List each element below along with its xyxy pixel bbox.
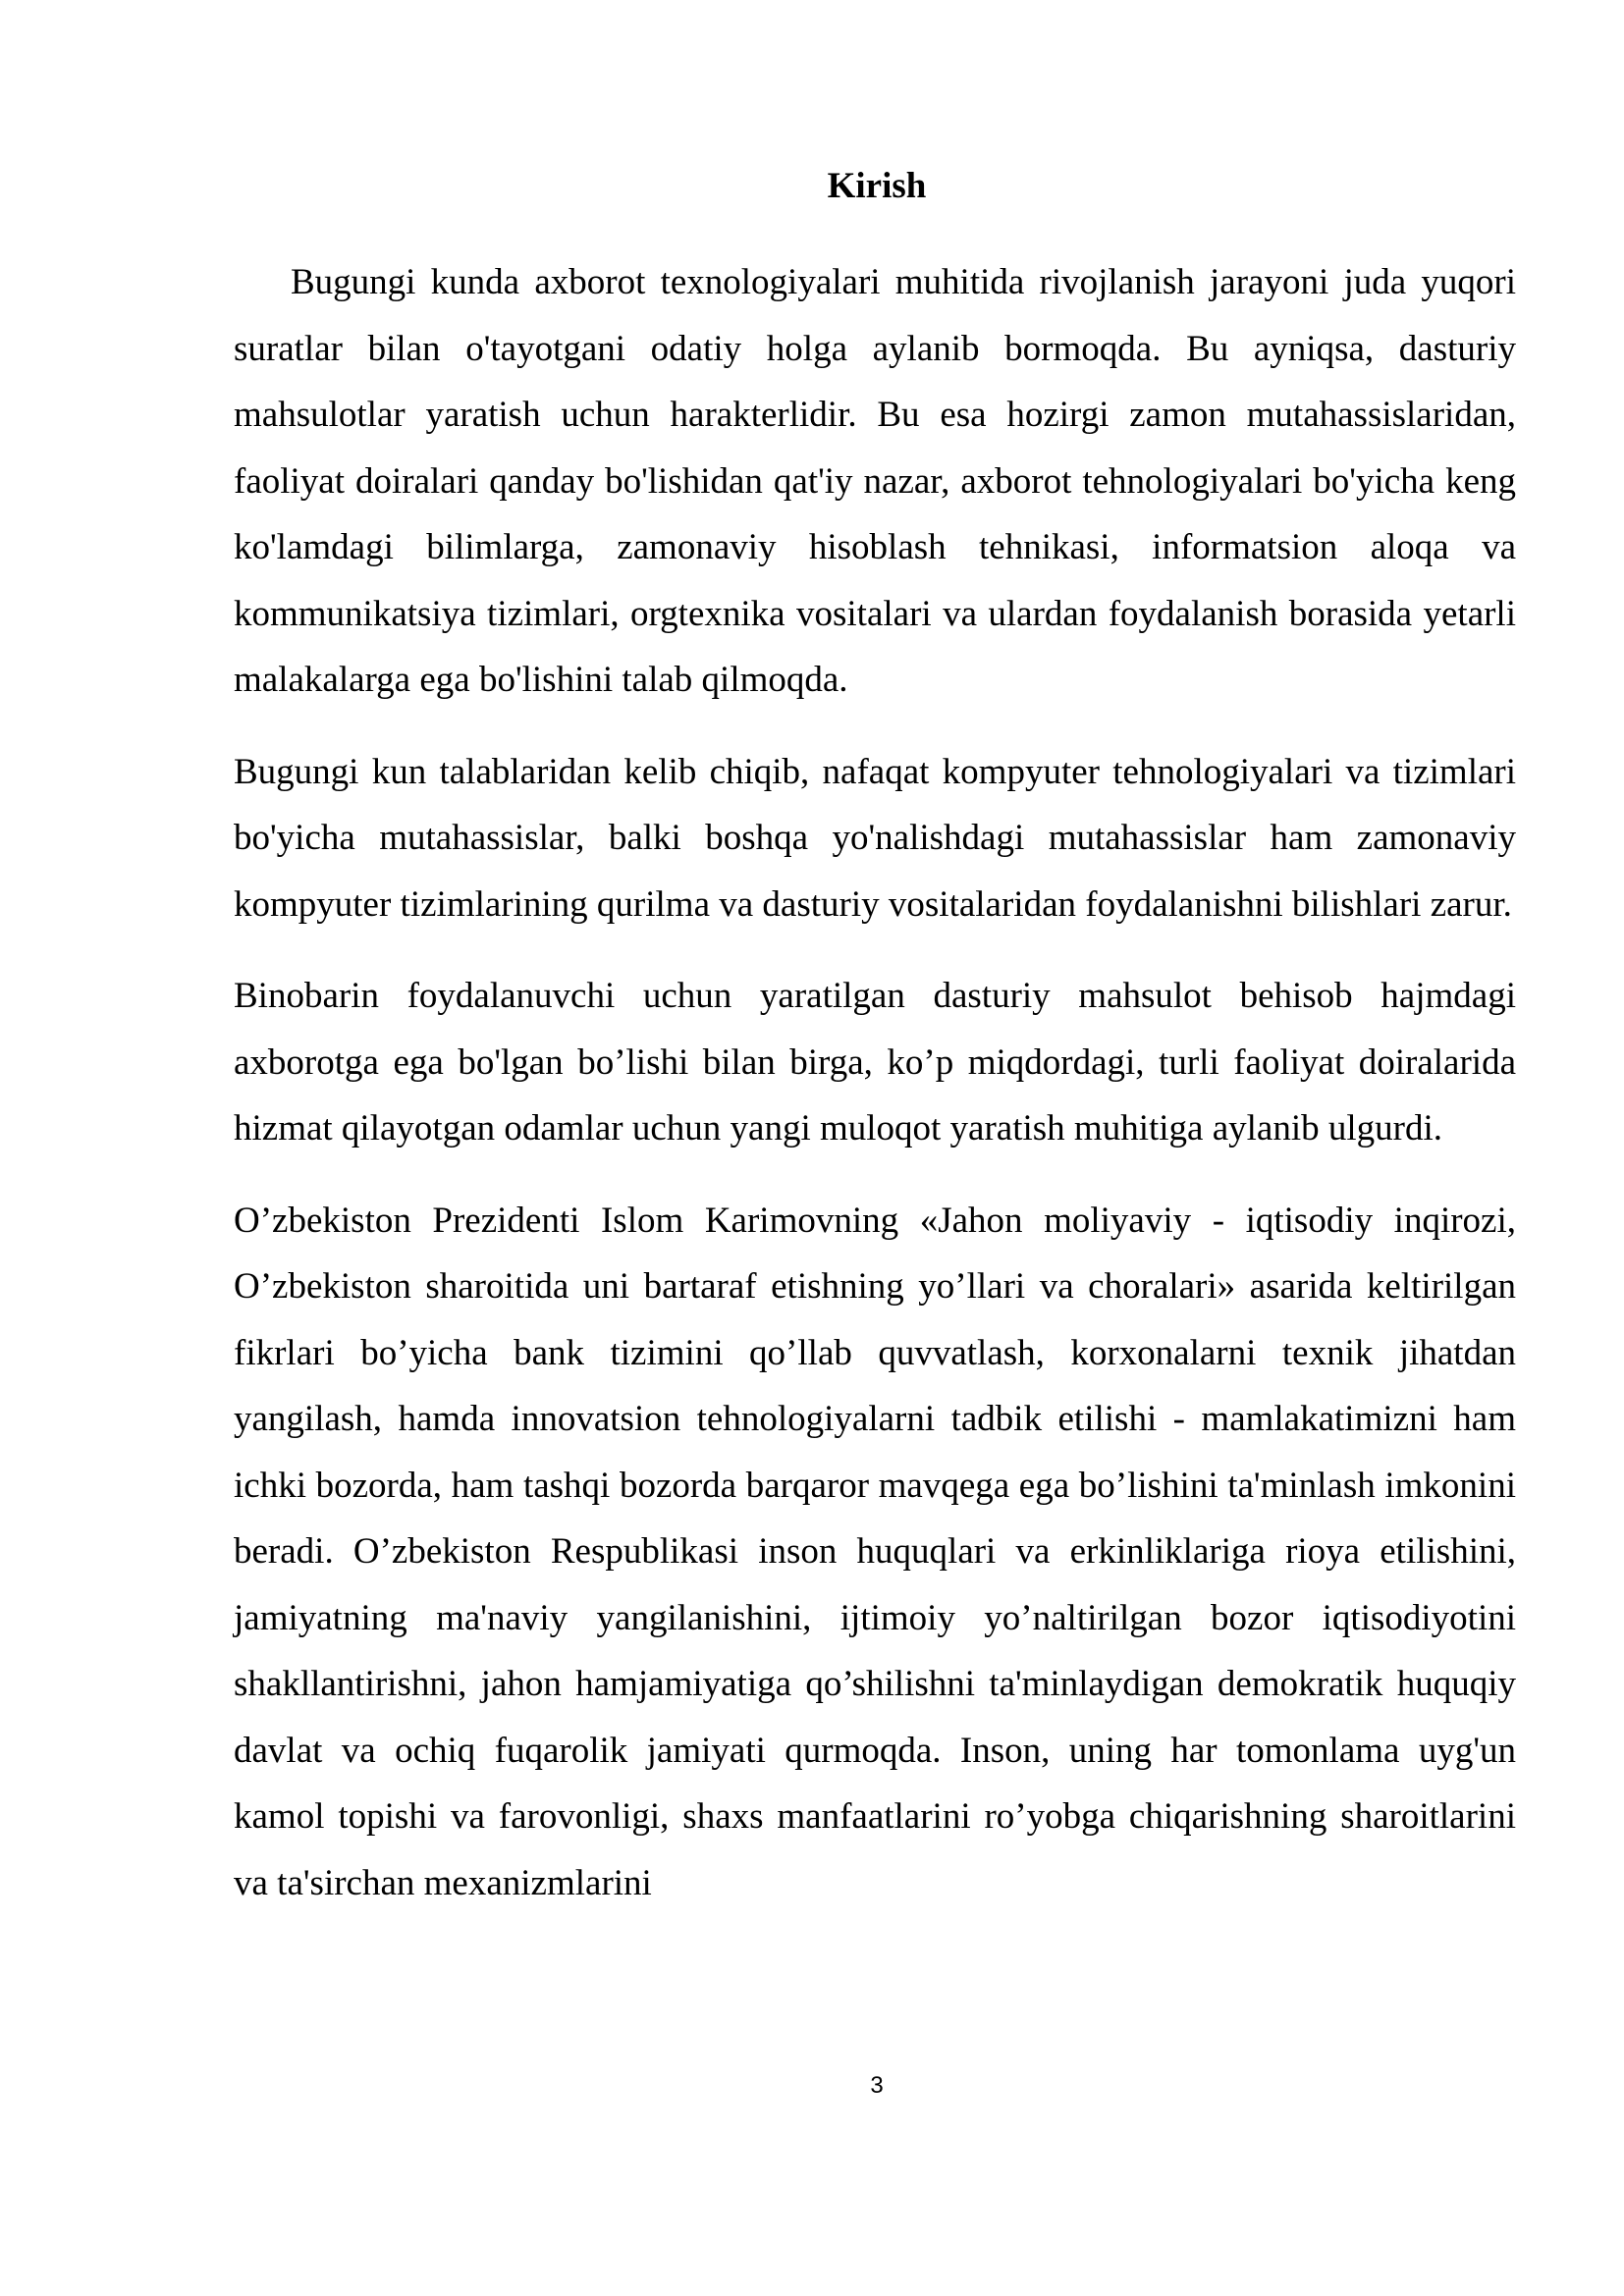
paragraph-4: O’zbekiston Prezidenti Islom Karimovning «Jahon moliyaviy - iqtisodiy inqirozi, O’zbekiston sharoitida uni bartaraf etishning yo’llari va choralari» asarida keltirilgan fikrlari bo’yicha bank tizimini qo’llab quvvatlash, korxonalarni texnik jihatdan yangilash, hamda innovatsion tehnologiyalarni tadbik etilishi - mamlakatimizni ham ichki bozorda, ham tashqi bozorda barqaror mavqega ega bo’lishini ta'minlash imkonini beradi. O’zbekiston Respublikasi inson huquqlari va erkinliklariga rioya etilishini, jamiyatning ma'naviy yangilanishini, ijtimoiy yo’naltirilgan bozor iqtisodiyotini shakllantirishni, jahon hamjamiyatiga qo’shilishni ta'minlaydigan demokratik huquqiy davlat va ochiq fuqarolik jamiyati qurmoqda. Inson, uning har tomonlama uyg'un kamol topishi va farovonligi, shaxs manfaatlarini ro’yobga chiqarishning sharoitlarini va ta'sirchan mexanizmlarini [234, 1200, 1516, 1903]
paragraph-2: Bugungi kun talablaridan kelib chiqib, nafaqat kompyuter tehnologiyalari va tizimlari bo'yicha mutahassislar, balki boshqa yo'nalishdagi mutahassislar ham zamonaviy kompyuter tizimlarining qurilma va dasturiy vositalaridan foydalanishni bilishlari zarur. [234, 751, 1516, 925]
document-body [234, 249, 1516, 1942]
paragraph-1: Bugungi kunda axborot texnologiyalari muhitida rivojlanish jarayoni juda yuqori suratlar bilan o'tayotgani odatiy holga aylanib bormoqda. Bu ayniqsa, dasturiy mahsulotlar yaratish uchun harakterlidir. Bu esa hozirgi zamon mutahassislaridan, faoliyat doiralari qanday bo'lishidan qat'iy nazar, axborot tehnologiyalari bo'yicha keng ko'lamdagi bilimlarga, zamonaviy hisoblash tehnikasi, informatsion aloqa va kommunikatsiya tizimlari, orgtexnika vositalari va ulardan foydalanish borasida yetarli malakalarga ega bo'lishini talab qilmoqda. [234, 262, 1516, 700]
page-title: Kirish [827, 166, 927, 206]
page-number: 3 [870, 2072, 884, 2099]
paragraph-3: Binobarin foydalanuvchi uchun yaratilgan dasturiy mahsulot behisob hajmdagi axborotga ega bo'lgan bo’lishi bilan birga, ko’p miqdordagi, turli faoliyat doiralarida hizmat qilayotgan odamlar uchun yangi muloqot yaratish muhitiga aylanib ulgurdi. [234, 976, 1516, 1148]
